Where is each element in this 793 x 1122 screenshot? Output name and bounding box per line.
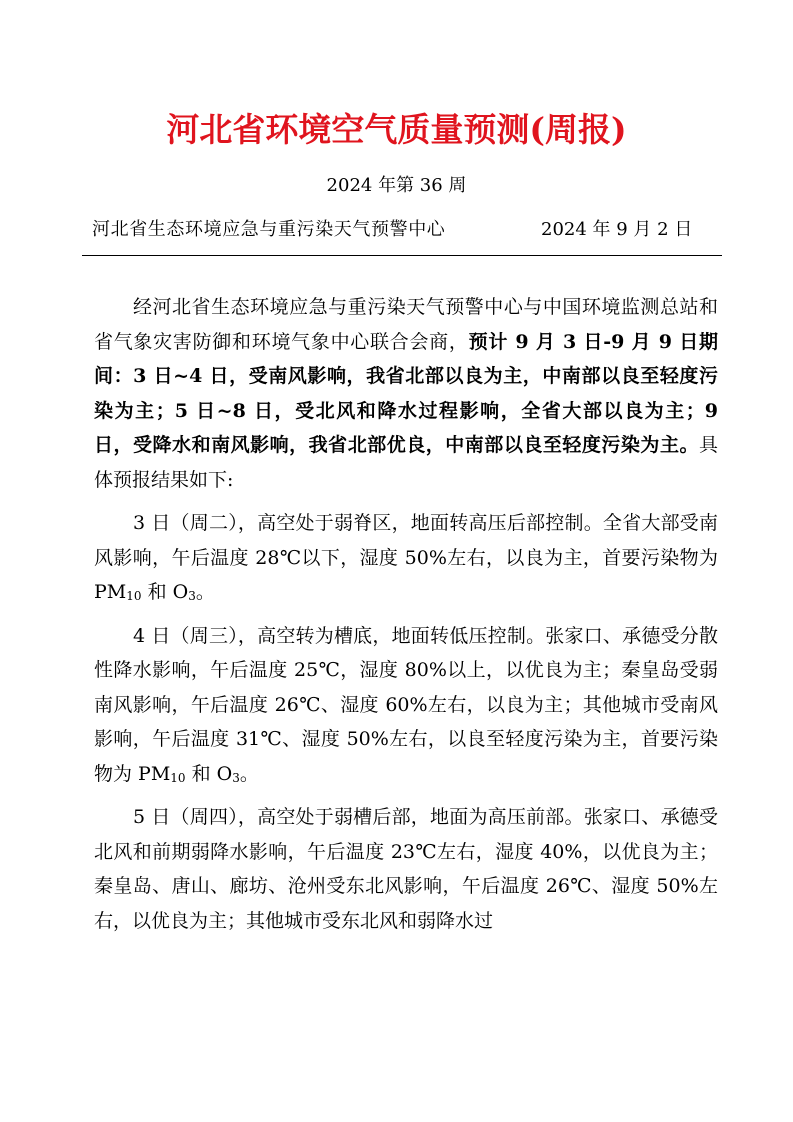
summary-paragraph [94, 290, 718, 497]
pm-subscript: 10 [126, 589, 142, 603]
report-body [94, 290, 718, 938]
forecast-day-5 [94, 800, 718, 938]
issuing-organization: 河北省生态环境应急与重污染天气预警中心 [92, 219, 446, 240]
ozone-subscript: 3 [188, 589, 196, 603]
forecast-day-4 [94, 619, 718, 792]
forecast-text: 。 [239, 762, 259, 785]
report-title: 河北省环境空气质量预测(周报) [166, 110, 627, 149]
forecast-text: 5 日（周四），高空处于弱槽后部，地面为高压前部。张家口、承德受北风和前期弱降水影响，午后温度 23℃左右，湿度 40%，以优良为主；秦皇岛、唐山、廊坊、沧州受东北风影响，午后温度 26℃、湿度 50%左右，以优良为主；其他城市受东北风和弱降水过 [94, 806, 718, 932]
summary-tail: 具体预报结果如下: [94, 434, 718, 491]
forecast-text: 3 日（周二），高空处于弱脊区，地面转高压后部控制。全省大部受南风影响，午后温度 28℃以下，湿度 50%左右，以良为主，首要污染物为 PM [94, 512, 718, 603]
forecast-text: 和 O [185, 762, 233, 785]
ozone-subscript: 3 [232, 770, 240, 785]
forecast-text: 。 [195, 581, 215, 603]
forecast-text: 4 日（周三），高空转为槽底，地面转低压控制。张家口、承德受分散性降水影响，午后温度 25℃，湿度 80%以上，以优良为主；秦皇岛受弱南风影响，午后温度 26℃、湿度 60%左右，以良为主；其他城市受南风影响，午后温度 31℃、湿度 50%左右，以良至轻度污染为主，首要污染物为 PM [94, 624, 718, 785]
summary-lead: 经河北省生态环境应急与重污染天气预警中心与中国环境监测总站和省气象灾害防御和环境气象中心联合会商， [94, 296, 718, 353]
summary-highlight: 预计 9 月 3 日-9 月 9 日期间：3 日~4 日，受南风影响，我省北部以良为主，中南部以良至轻度污染为主；5 日~8 日，受北风和降水过程影响，全省大部以良为主；9 日，受降水和南风影响，我省北部优良，中南部以良至轻度污染为主。 [94, 330, 718, 456]
pm-subscript: 10 [170, 770, 186, 785]
header-divider [82, 255, 722, 256]
issue-number: 2024 年第 36 周 [326, 175, 467, 196]
forecast-text: 和 O [141, 581, 189, 603]
issue-date: 2024 年 9 月 2 日 [541, 219, 693, 240]
forecast-day-3 [94, 506, 718, 610]
